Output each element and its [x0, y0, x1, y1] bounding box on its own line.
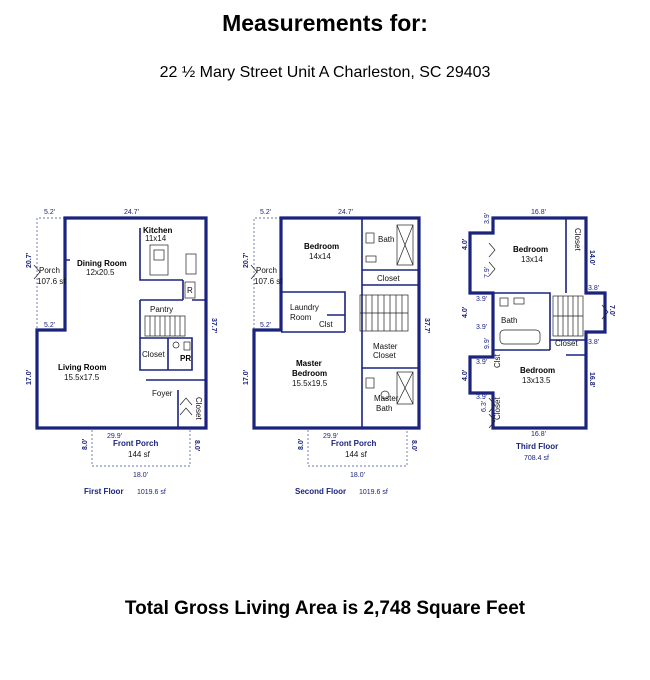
tf-dim-40c: 4.0': [462, 369, 469, 381]
first-floor-porch-area: 107.6 sf: [37, 277, 66, 286]
third-floor-label: Third Floor: [516, 442, 559, 451]
second-floor-front-porch-area: 144 sf: [345, 450, 367, 459]
tf-dim-39d: 3.9': [476, 359, 488, 366]
first-floor-label: First Floor: [84, 487, 124, 496]
ff-dim-porch-right: 8.0': [193, 440, 200, 452]
tf-dim-top: 16.8': [531, 209, 546, 216]
foyer-closet-doors: [180, 398, 192, 415]
tf-dim-39a: 3.9': [484, 212, 491, 224]
third-floor-plan: [462, 209, 615, 462]
third-floor-stairs: [553, 296, 583, 336]
second-floor-porch-label: Porch: [256, 266, 277, 275]
kitchen-range: [186, 254, 196, 274]
first-floor-area: 1019.6 sf: [137, 489, 166, 496]
master-bath-label-2: Bath: [376, 404, 393, 413]
powder-room-sink: [184, 342, 190, 350]
ff-dim-porch-left: 8.0': [82, 438, 89, 450]
second-floor-front-porch-label: Front Porch: [331, 439, 377, 448]
third-floor-area: 708.4 sf: [524, 455, 549, 462]
tf-dim-38a: 3.8': [588, 285, 600, 292]
sf-dim-right: 37.7': [423, 318, 430, 334]
dining-room-dim: 12x20.5: [86, 268, 115, 277]
foyer-label: Foyer: [152, 389, 173, 398]
bath-sink: [366, 256, 376, 262]
first-floor-porch-label: Porch: [39, 266, 60, 275]
tf-dim-39b: 3.9': [476, 296, 488, 303]
first-floor-front-porch-label: Front Porch: [113, 439, 159, 448]
master-closet-label-1: Master: [373, 342, 398, 351]
second-floor-porch-area: 107.6 sf: [254, 277, 283, 286]
third-floor-interior-walls: [493, 218, 586, 355]
tf-clst-label: Clst: [493, 354, 502, 368]
tf-dim-39c: 3.9': [476, 324, 488, 331]
master-bath-shower-mark: [397, 372, 413, 404]
bath-toilet: [366, 233, 374, 243]
ff-dim-right: 37.7': [210, 318, 217, 334]
sf-dim-top: 24.7': [338, 209, 353, 216]
living-room-dim: 15.5x17.5: [64, 373, 100, 382]
ff-dim-bottom: 29.9': [107, 433, 122, 440]
tf-closet-top-label: Closet: [573, 228, 582, 251]
first-floor-front-porch-area: 144 sf: [128, 450, 150, 459]
dining-room-label: Dining Room: [77, 259, 127, 268]
closet-label: Closet: [142, 350, 165, 359]
tf-dim-right-upper: 14.0': [588, 250, 595, 266]
laundry-room-label-2: Room: [290, 313, 312, 322]
master-bedroom-label-2: Bedroom: [292, 369, 328, 378]
sf-dim-porch-right: 8.0': [410, 440, 417, 452]
kitchen-label: Kitchen: [143, 226, 173, 235]
sf-dim-left-lower: 17.0': [243, 369, 250, 385]
master-bedroom-dim: 15.5x19.5: [292, 379, 328, 388]
ff-dim-left-upper: 20.7': [26, 252, 33, 268]
sf-dim-top-left: 5.2': [260, 209, 272, 216]
bath-tub-mark: [397, 225, 413, 265]
tf-closet-mid-label: Closet: [555, 339, 578, 348]
property-address: 22 ½ Mary Street Unit A Charleston, SC 29403: [159, 64, 491, 81]
powder-room-toilet: [173, 342, 179, 348]
tf-bath-tub: [500, 330, 540, 344]
living-room-label: Living Room: [58, 363, 107, 372]
tf-closet-bottom-label: Closet: [493, 397, 502, 420]
sf-dim-porch-left: 8.0': [298, 438, 305, 450]
tf-bath-sink: [514, 298, 524, 304]
tf-bedroom-bottom-label: Bedroom: [520, 366, 556, 375]
sf-dim-bottom: 29.9': [323, 433, 338, 440]
tf-dim-63: 6.3': [481, 400, 488, 412]
tf-dim-39e: 3.9': [476, 394, 488, 401]
kitchen-dim: 11x14: [145, 234, 167, 243]
clst-label: Clst: [319, 320, 333, 329]
first-floor-plan: [26, 209, 217, 496]
master-bath-toilet: [366, 378, 374, 388]
page-title: Measurements for:: [222, 10, 428, 36]
second-floor-stairs: [360, 295, 408, 331]
second-floor-plan: [243, 209, 430, 496]
sf-dim-left-upper: 20.7': [243, 252, 250, 268]
first-floor-stairs: [145, 316, 185, 336]
bedroom-label: Bedroom: [304, 242, 340, 251]
ff-dim-left-lower: 17.0': [26, 369, 33, 385]
tf-dim-40a: 4.0': [462, 238, 469, 250]
master-bath-label-1: Master: [374, 394, 399, 403]
first-floor-exterior-wall: [37, 218, 206, 428]
tf-dim-99: 9.9': [484, 337, 491, 349]
tf-bedroom-top-dim: 13x14: [521, 255, 543, 264]
tf-dim-38b: 3.8': [588, 339, 600, 346]
tf-dim-40b: 4.0': [462, 306, 469, 318]
tf-dim-70: 7.0': [608, 305, 615, 317]
tf-dim-79: 7.9': [484, 266, 491, 278]
master-closet-label-2: Closet: [373, 351, 396, 360]
bath-label: Bath: [378, 235, 395, 244]
tf-dim-right-lower: 16.8': [588, 372, 595, 388]
powder-room-label: PR: [180, 354, 192, 363]
laundry-room-label-1: Laundry: [290, 303, 319, 312]
bedroom-dim: 14x14: [309, 252, 331, 261]
tf-bath-toilet: [500, 298, 508, 306]
total-living-area: Total Gross Living Area is 2,748 Square Feet: [124, 598, 526, 619]
kitchen-sink: [154, 250, 164, 260]
sf-dim-mid-left: 5.2': [260, 322, 272, 329]
sf-dim-porch-bottom: 18.0': [350, 472, 365, 479]
ff-dim-mid-left: 5.2': [44, 322, 56, 329]
ff-dim-top-left: 5.2': [44, 209, 56, 216]
foyer-closet-label: Closet: [194, 397, 203, 420]
tf-dim-bottom: 16.8': [531, 431, 546, 438]
tf-bedroom-bottom-dim: 13x13.5: [522, 376, 551, 385]
tf-bedroom-top-label: Bedroom: [513, 245, 549, 254]
pantry-label: Pantry: [150, 305, 174, 314]
refrigerator-r: R: [187, 286, 193, 295]
tf-bath-label: Bath: [501, 316, 518, 325]
ff-dim-porch-bottom: 18.0': [133, 472, 148, 479]
second-floor-label: Second Floor: [295, 487, 347, 496]
closet-label: Closet: [377, 274, 400, 283]
ff-dim-top: 24.7': [124, 209, 139, 216]
second-floor-area: 1019.6 sf: [359, 489, 388, 496]
master-bedroom-label-1: Master: [296, 359, 322, 368]
